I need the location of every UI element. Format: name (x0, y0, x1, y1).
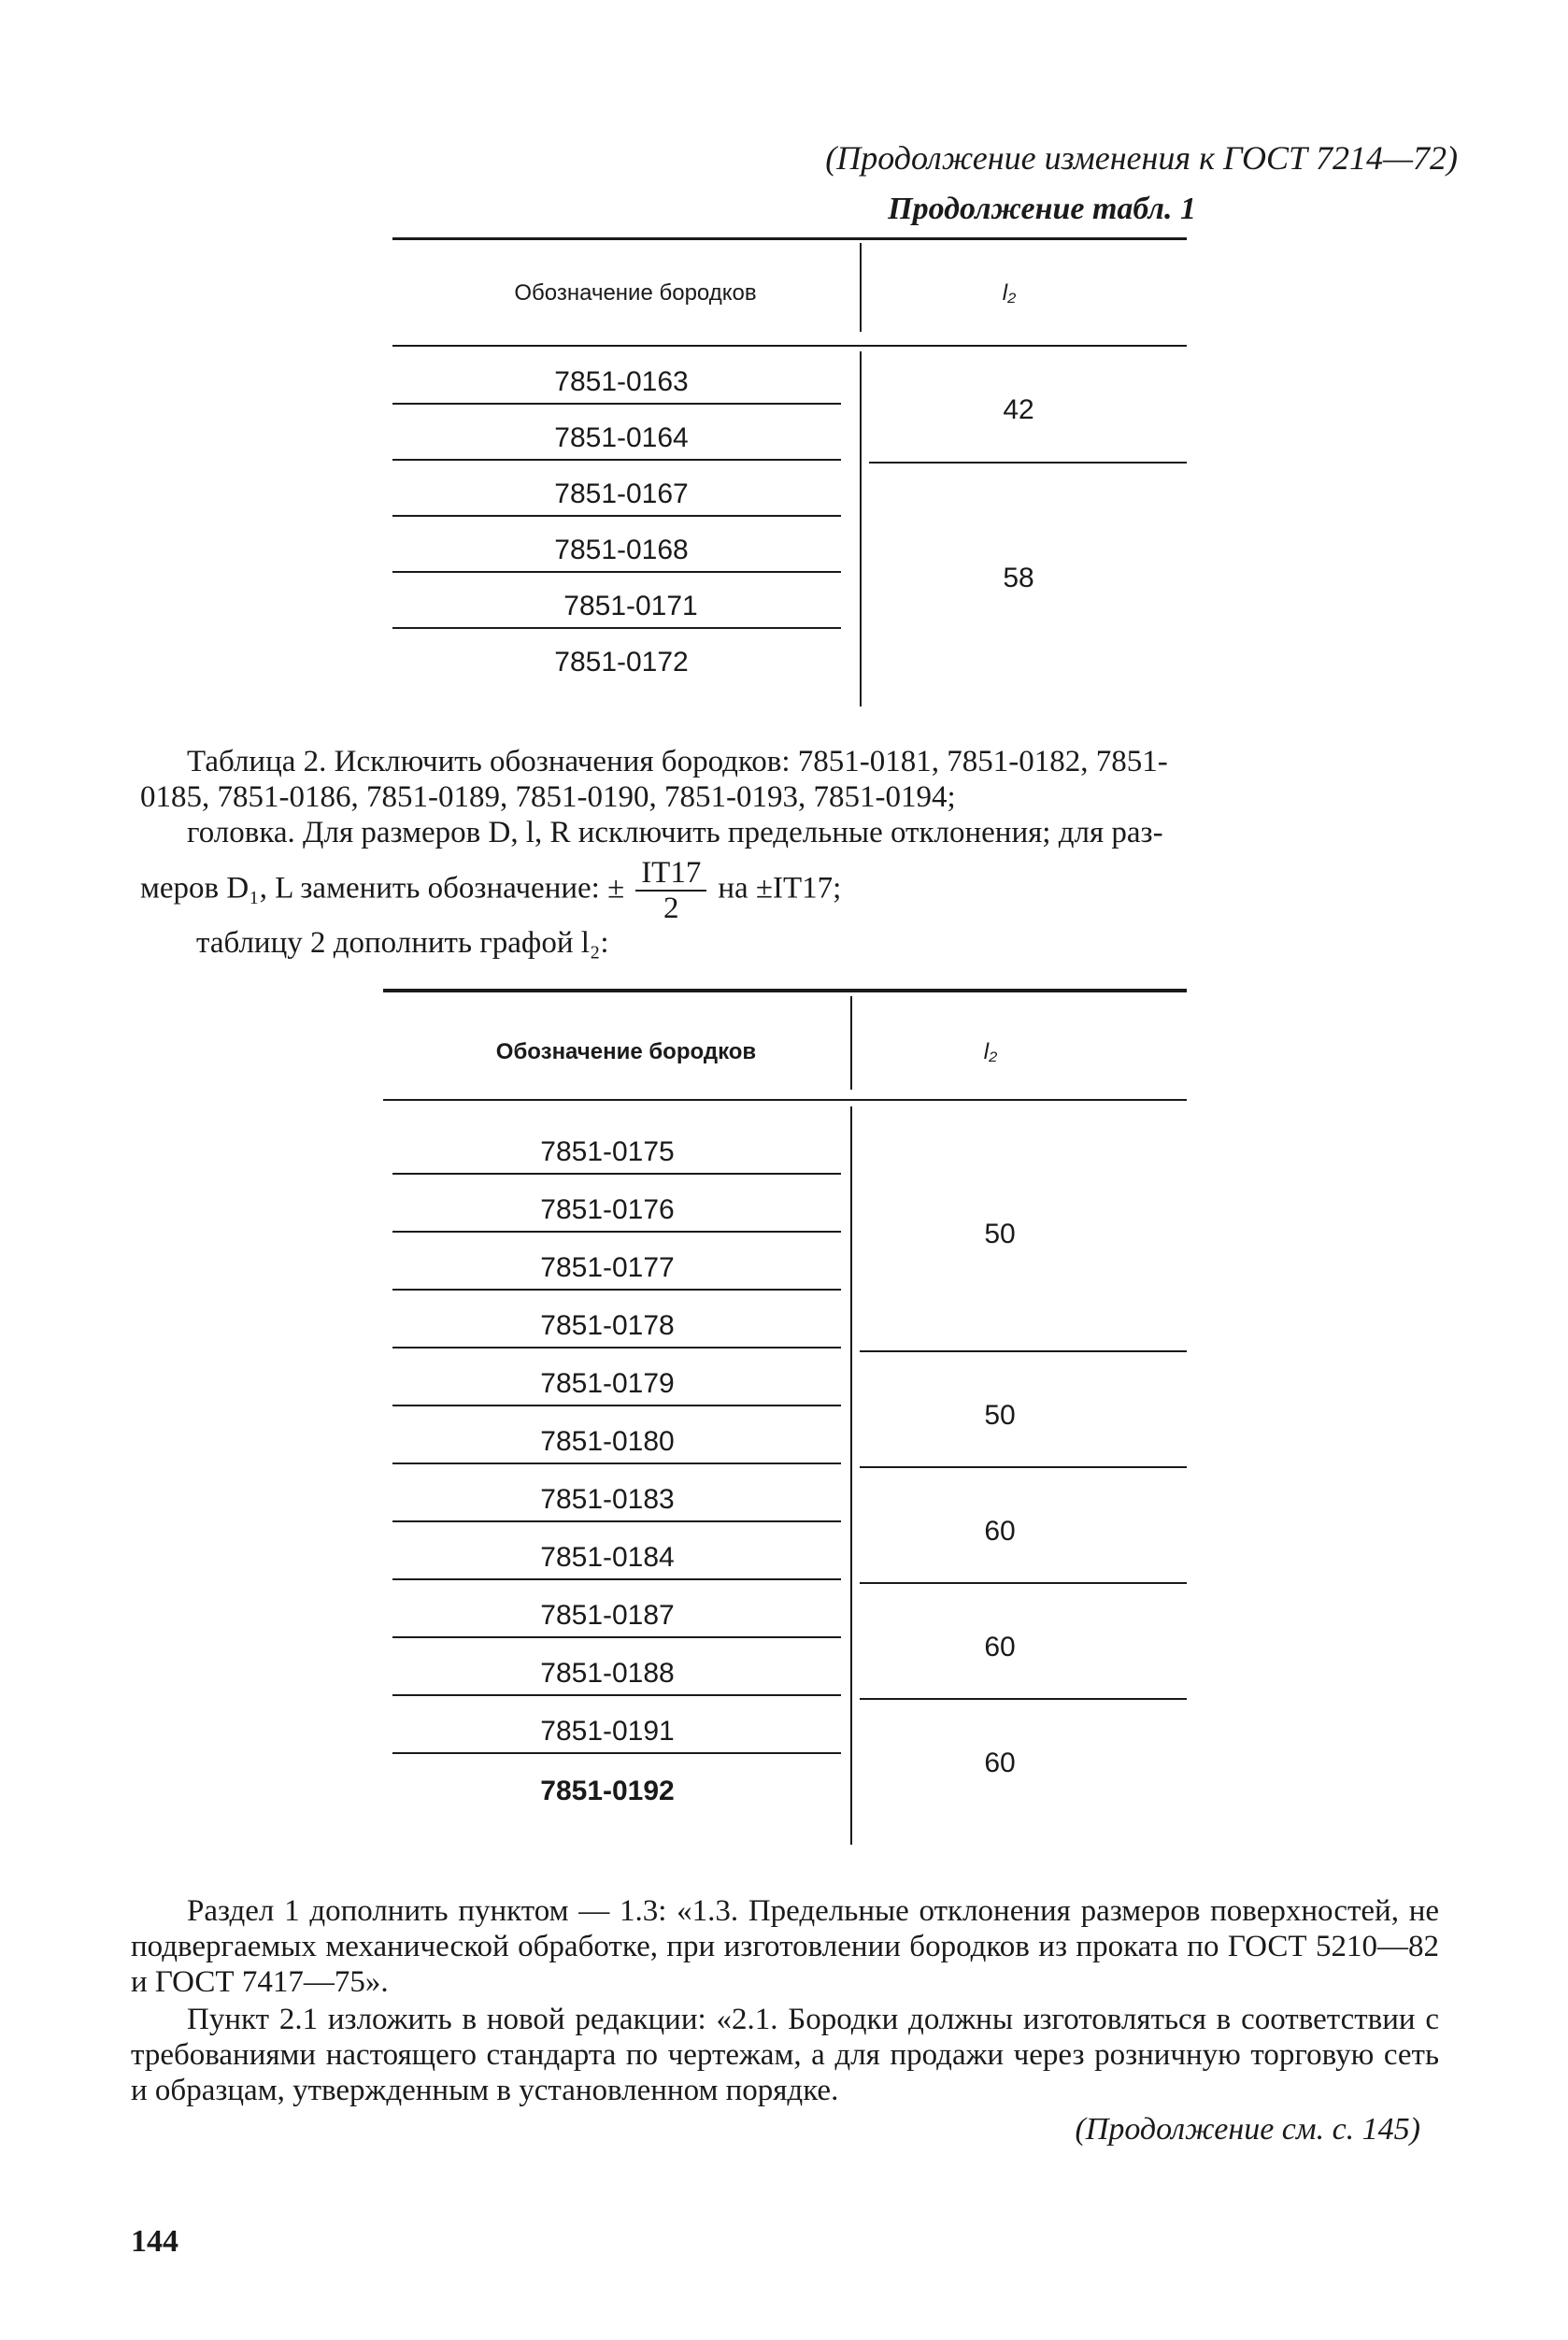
table-2-group-rule (860, 1350, 1187, 1352)
table-2-row-rule (392, 1462, 841, 1464)
table-1-header-designation: Обозначение бородков (514, 280, 757, 306)
table-1-code: 7851-0163 (554, 366, 689, 397)
table-1-header-rule (392, 345, 1187, 347)
table-2-code: 7851-0175 (540, 1136, 675, 1167)
amendment-paragraph-table-2 (140, 744, 1448, 961)
paragraph-1-line-1: Таблица 2. Исключить обозначения бородков: 7851-0181, 7851-0182, 7851- (187, 745, 1168, 778)
table-continuation-title: Продолжение табл. 1 (888, 192, 1196, 226)
table-2-code: 7851-0191 (540, 1716, 675, 1747)
table-2-header-designation: Обозначение бородков (495, 1039, 757, 1064)
table-2-code: 7851-0178 (540, 1310, 675, 1341)
table-1-group-rule (869, 462, 1187, 464)
paragraph-1-line-4-after: на ±IT17; (718, 871, 842, 906)
table-2-header-rule (383, 1099, 1187, 1101)
table-2-value: 60 (984, 1632, 1016, 1662)
table-1-column-divider-header (860, 243, 862, 332)
table-2-code: 7851-0179 (540, 1368, 675, 1399)
paragraph-1-line-4 (140, 856, 1448, 925)
table-1-row-rule (392, 571, 841, 573)
table-2-column-divider-header (850, 996, 852, 1090)
table-1-row-rule (392, 515, 841, 517)
table-2-code: 7851-0187 (540, 1600, 675, 1631)
table-2-code: 7851-0177 (540, 1252, 675, 1283)
table-2-row-rule (392, 1752, 841, 1754)
table-2-row-rule (392, 1289, 841, 1291)
table-2-code: 7851-0183 (540, 1484, 675, 1515)
table-1-code: 7851-0167 (554, 478, 689, 509)
fraction-numerator: IT17 (635, 856, 706, 892)
table-1-header-l2: l₂ (1002, 280, 1017, 306)
table-2-row-rule (392, 1694, 841, 1696)
table-2-column-divider-body (850, 1106, 852, 1845)
table-2-code: 7851-0180 (540, 1426, 675, 1457)
tolerance-fraction (635, 856, 706, 925)
table-2-row-rule (392, 1173, 841, 1175)
continuation-footer: (Продолжение см. с. 145) (1075, 2112, 1420, 2147)
table-1-row-rule (392, 403, 841, 405)
table-1-value: 58 (1003, 563, 1034, 593)
paragraph-1-line-5: таблицу 2 дополнить графой l₂: (196, 926, 609, 960)
table-2-value: 60 (984, 1516, 1016, 1547)
table-1-code: 7851-0168 (554, 535, 689, 565)
paragraph-1-line-2: 0185, 7851-0186, 7851-0189, 7851-0190, 7851-0193, 7851-0194; (140, 780, 956, 814)
table-2 (383, 981, 1196, 1850)
table-2-row-rule (392, 1578, 841, 1580)
table-1 (392, 234, 1187, 710)
table-1-code: 7851-0172 (554, 647, 689, 678)
table-2-top-rule (383, 989, 1187, 992)
paragraph-1-line-3: головка. Для размеров D, l, R исключить предельные отклонения; для раз- (187, 816, 1163, 849)
fraction-denominator: 2 (663, 892, 679, 925)
table-1-value: 42 (1003, 394, 1034, 425)
table-2-code: 7851-0192 (540, 1776, 675, 1806)
table-2-value: 60 (984, 1748, 1016, 1778)
table-1-row-rule (392, 627, 841, 629)
table-2-row-rule (392, 1405, 841, 1406)
table-1-code: 7851-0164 (554, 422, 689, 453)
page-number: 144 (131, 2224, 178, 2259)
table-2-code: 7851-0188 (540, 1658, 675, 1689)
table-2-row-rule (392, 1636, 841, 1638)
table-2-row-rule (392, 1231, 841, 1233)
table-2-code: 7851-0184 (540, 1542, 675, 1573)
amendment-paragraph-item-2-1: Пункт 2.1 изложить в новой редакции: «2.1. Бородки должны изготовляться в соответствии с требованиями настоящего стандарта по чертежам, а для продажи через розничную торговую сеть и образцам, утвержденным в установленном порядке. (131, 2003, 1439, 2107)
table-2-header-l2: l₂ (983, 1039, 998, 1064)
table-2-row-rule (392, 1520, 841, 1522)
table-2-group-rule (860, 1582, 1187, 1584)
table-2-group-rule (860, 1698, 1187, 1700)
amendment-paragraph-section-1: Раздел 1 дополнить пунктом — 1.3: «1.3. Предельные отклонения размеров поверхностей, не подвергаемых механической обработке, при изготовлении бородков из проката по ГОСТ 5210—82 и ГОСТ 7417—75». (131, 1894, 1439, 1999)
table-2-value: 50 (984, 1400, 1016, 1431)
continuation-header: (Продолжение изменения к ГОСТ 7214—72) (825, 139, 1458, 177)
paragraph-1-line-4-before: меров D₁, L заменить обозначение: ± (140, 871, 625, 906)
table-1-column-divider-body (860, 351, 862, 706)
table-1-row-rule (392, 459, 841, 461)
table-1-code: 7851-0171 (563, 591, 698, 621)
table-1-top-rule (392, 237, 1187, 240)
table-2-code: 7851-0176 (540, 1194, 675, 1225)
table-2-value: 50 (984, 1219, 1016, 1249)
table-2-group-rule (860, 1466, 1187, 1468)
table-2-row-rule (392, 1347, 841, 1348)
